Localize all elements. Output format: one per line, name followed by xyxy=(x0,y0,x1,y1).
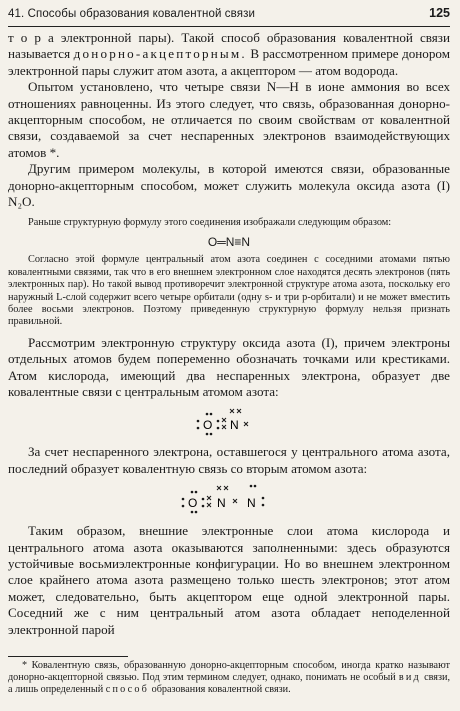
footnote-rule xyxy=(8,656,128,657)
atom-o: O xyxy=(203,418,213,433)
atom-n-central: N xyxy=(217,496,226,511)
paragraph-5: За счет неспаренного электрона, оставшегося у центрального атома азота, последний образует ковалентную связь со вторым атомом азота: xyxy=(8,444,450,476)
footnote-term-vid: вид xyxy=(398,672,421,684)
atom-n-terminal: N xyxy=(247,496,256,511)
p1-text-b: В рассмотренном примере донором электронной пары служит атом азота, а акцептором — атом водорода. xyxy=(8,46,450,78)
p1-text-a: т о р а электронной пары). Такой способ образования ковалентной связи называется xyxy=(8,30,450,62)
term-donor-acceptor: донорно-акцепторным. xyxy=(73,46,247,62)
section-title: 41. Способы образования ковалентной связи xyxy=(8,8,255,20)
electron-diagram-2 xyxy=(8,483,450,517)
structural-formula: O═N≡N xyxy=(207,234,251,249)
paragraph-1 xyxy=(8,30,450,79)
paragraph-4: Рассмотрим электронную структуру оксида азота (I), причем электроны отдельных атомов будем попеременно обозначать точками или крестиками. Атом кислорода, имеющий два неспаренных электрона, образует две ковалентные связи с центральным атомом азота: xyxy=(8,334,450,399)
lewis-structure-onn xyxy=(179,483,279,517)
footnote-part-b: связи, а лишь определенный xyxy=(8,672,451,696)
atom-o: O xyxy=(188,496,198,511)
footnote-term-sposob: способ xyxy=(105,684,150,696)
footnote-part-c: образования ковалентной связи. xyxy=(151,684,291,696)
footnote xyxy=(8,656,450,697)
electron-diagram-1 xyxy=(8,406,450,438)
atom-n: N xyxy=(230,418,239,433)
running-header xyxy=(8,6,450,27)
paragraph-2: Опытом установлено, что четыре связи N—H в ионе аммония во всех отношениях равноценны. Из этого следует, что связь, образованная донорно-акцепторным способом, не отличается по своим свойствам от ковалентной связи, создаваемой за счет неспаренных электронов взаимодействующих атомов *. xyxy=(8,79,450,160)
lewis-structure-on xyxy=(194,406,264,438)
main-text xyxy=(8,30,450,638)
footnote-text xyxy=(8,660,450,697)
page-number: 125 xyxy=(429,6,450,20)
small-paragraph-1: Раньше структурную формулу этого соединения изображали следующим образом: xyxy=(28,217,392,229)
paragraph-3: Другим примером молекулы, в которой имеются связи, образованные донорно-акцепторным способом, может служить молекула оксида азота (I) N₂O. xyxy=(8,161,450,210)
footnote-part-a: * Ковалентную связь, образованную донорно-акцепторным способом, иногда кратко называют донорно-акцепторной связью. Под этим термином следует, однако, понимать не особый xyxy=(8,660,450,684)
small-paragraph-2: Согласно этой формуле центральный атом азота соединен с соседними атомами пятью ковалентными связями, так что в его внешнем электронном слое находятся десять электронов (пять электронных пар). Но такой вывод противоречит электронной структуре атома азота, поскольку его наружный L-слой содержит всего четыре орбитали (одну s- и три p-орбитали) и не может вместить более восьми электронов. Поэтому приведенную структурную формулу нельзя признать правильной. xyxy=(8,254,450,328)
paragraph-6: Таким образом, внешние электронные слои атома кислорода и центрального атома азота оказываются заполненными: здесь образуются устойчивые восьмиэлектронные конфигурации. Но во внешнем электронном слое крайнего атома азота размещено только шесть электронов; этот атом может, следовательно, быть акцептором еще одной электронной пары. Соседний же с ним центральный атом азота обладает неподеленной электронной парой xyxy=(8,523,450,637)
